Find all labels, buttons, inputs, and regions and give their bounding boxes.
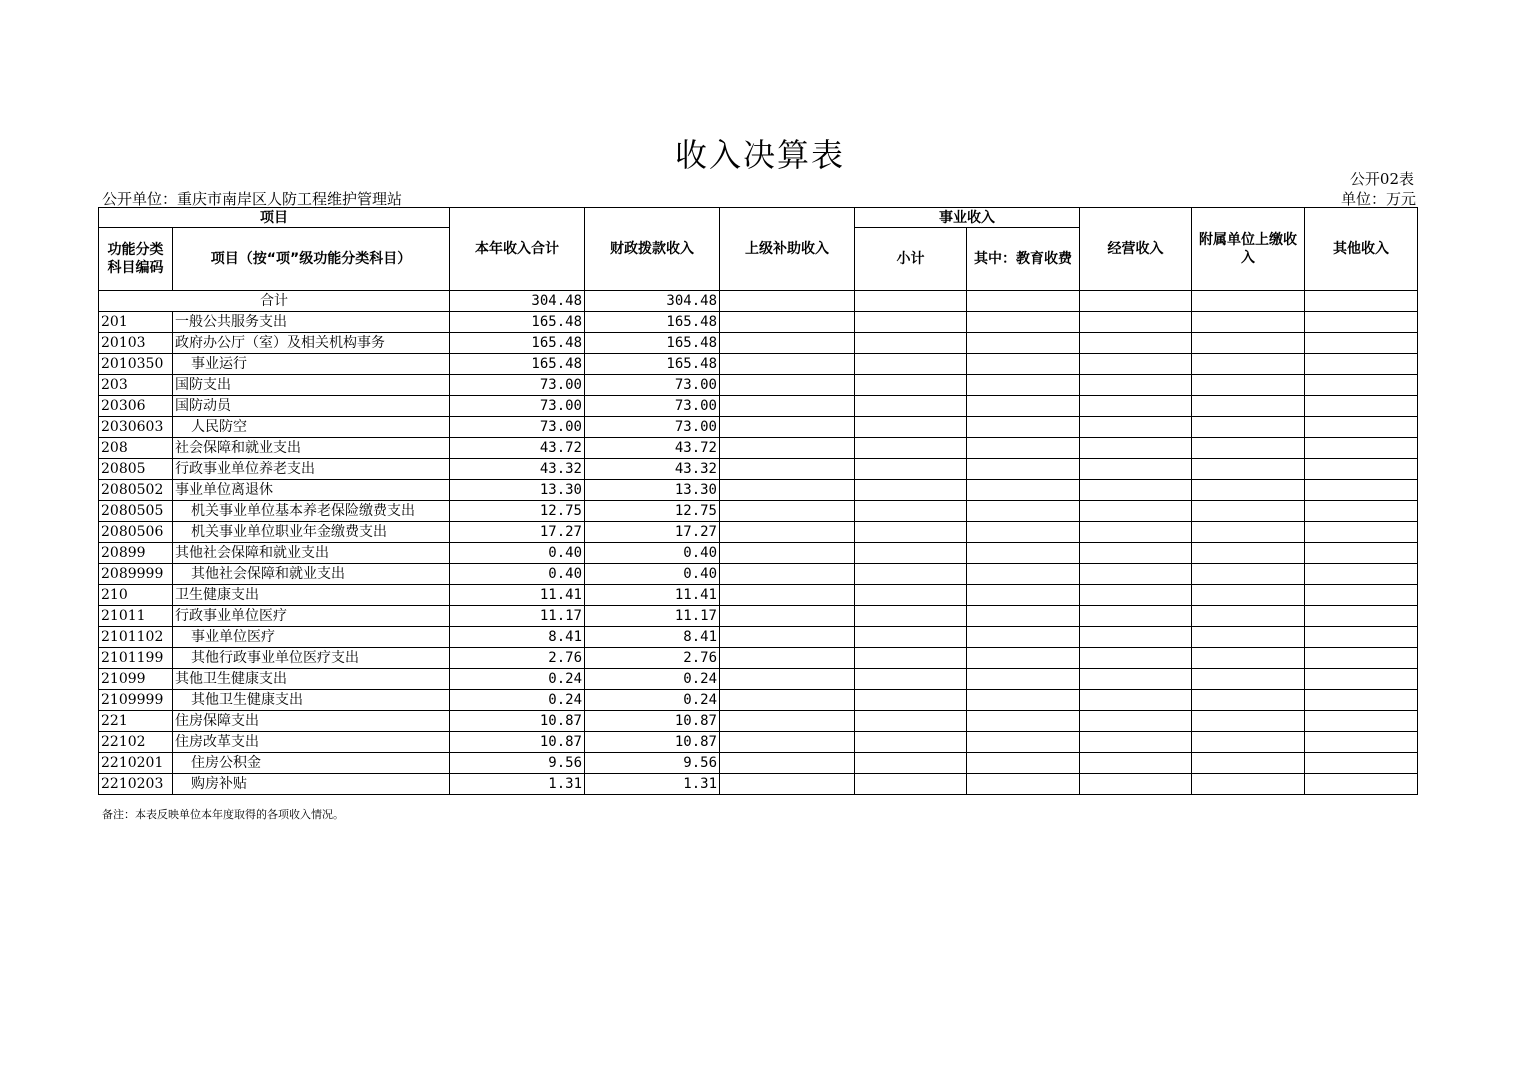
row-code: 2010350 — [99, 354, 173, 375]
empty-cell — [1080, 459, 1192, 480]
row-fiscal: 43.72 — [585, 438, 720, 459]
empty-cell — [967, 480, 1080, 501]
empty-cell — [855, 627, 967, 648]
empty-cell — [1192, 627, 1305, 648]
row-code: 22102 — [99, 732, 173, 753]
table-row — [99, 312, 1418, 333]
empty-cell — [1305, 732, 1418, 753]
empty-cell — [720, 375, 855, 396]
row-total: 13.30 — [450, 480, 585, 501]
empty-cell — [967, 291, 1080, 312]
empty-cell — [720, 564, 855, 585]
empty-cell — [1192, 711, 1305, 732]
table-row — [99, 774, 1418, 795]
table-row — [99, 354, 1418, 375]
empty-cell — [855, 375, 967, 396]
header-other: 其他收入 — [1305, 208, 1418, 291]
empty-cell — [1305, 291, 1418, 312]
income-table — [98, 207, 1418, 795]
row-code: 20306 — [99, 396, 173, 417]
row-name: 其他社会保障和就业支出 — [173, 564, 450, 585]
empty-cell — [1192, 396, 1305, 417]
empty-cell — [1080, 732, 1192, 753]
row-name: 一般公共服务支出 — [173, 312, 450, 333]
row-code: 210 — [99, 585, 173, 606]
header-superior: 上级补助收入 — [720, 208, 855, 291]
empty-cell — [855, 648, 967, 669]
empty-cell — [1080, 417, 1192, 438]
row-fiscal: 73.00 — [585, 396, 720, 417]
empty-cell — [1305, 543, 1418, 564]
row-total: 2.76 — [450, 648, 585, 669]
empty-cell — [967, 375, 1080, 396]
header-business-group: 事业收入 — [855, 208, 1080, 228]
empty-cell — [1192, 438, 1305, 459]
row-code: 21099 — [99, 669, 173, 690]
empty-cell — [1080, 354, 1192, 375]
row-fiscal: 2.76 — [585, 648, 720, 669]
empty-cell — [1080, 543, 1192, 564]
empty-cell — [967, 606, 1080, 627]
empty-cell — [720, 711, 855, 732]
empty-cell — [720, 291, 855, 312]
empty-cell — [855, 522, 967, 543]
row-name: 住房保障支出 — [173, 711, 450, 732]
table-row — [99, 564, 1418, 585]
empty-cell — [720, 459, 855, 480]
empty-cell — [1305, 711, 1418, 732]
empty-cell — [720, 585, 855, 606]
row-fiscal: 165.48 — [585, 333, 720, 354]
row-fiscal: 0.24 — [585, 690, 720, 711]
empty-cell — [855, 333, 967, 354]
header-total: 本年收入合计 — [450, 208, 585, 291]
row-total: 0.24 — [450, 690, 585, 711]
row-total: 1.31 — [450, 774, 585, 795]
empty-cell — [1080, 333, 1192, 354]
row-fiscal: 9.56 — [585, 753, 720, 774]
row-name: 其他社会保障和就业支出 — [173, 543, 450, 564]
empty-cell — [855, 669, 967, 690]
table-row — [99, 459, 1418, 480]
empty-cell — [855, 606, 967, 627]
row-total: 165.48 — [450, 312, 585, 333]
row-code: 21011 — [99, 606, 173, 627]
empty-cell — [1192, 564, 1305, 585]
empty-cell — [1305, 333, 1418, 354]
empty-cell — [1080, 690, 1192, 711]
row-total: 11.41 — [450, 585, 585, 606]
row-name: 住房公积金 — [173, 753, 450, 774]
row-name: 其他卫生健康支出 — [173, 690, 450, 711]
table-row — [99, 627, 1418, 648]
row-name: 社会保障和就业支出 — [173, 438, 450, 459]
empty-cell — [1192, 690, 1305, 711]
table-row — [99, 648, 1418, 669]
empty-cell — [720, 669, 855, 690]
empty-cell — [1305, 690, 1418, 711]
empty-cell — [1192, 375, 1305, 396]
table-row — [99, 606, 1418, 627]
row-name: 政府办公厅（室）及相关机构事务 — [173, 333, 450, 354]
empty-cell — [720, 522, 855, 543]
row-total: 12.75 — [450, 501, 585, 522]
row-name: 国防支出 — [173, 375, 450, 396]
empty-cell — [720, 627, 855, 648]
header-subtotal: 小计 — [855, 228, 967, 291]
table-row — [99, 732, 1418, 753]
table-row — [99, 501, 1418, 522]
row-code: 2030603 — [99, 417, 173, 438]
empty-cell — [1080, 711, 1192, 732]
empty-cell — [855, 732, 967, 753]
table-row — [99, 375, 1418, 396]
empty-cell — [1192, 753, 1305, 774]
row-total: 0.24 — [450, 669, 585, 690]
row-total: 9.56 — [450, 753, 585, 774]
empty-cell — [855, 312, 967, 333]
row-name: 事业单位医疗 — [173, 627, 450, 648]
empty-cell — [1305, 312, 1418, 333]
row-fiscal: 10.87 — [585, 732, 720, 753]
row-fiscal: 0.40 — [585, 564, 720, 585]
empty-cell — [1080, 669, 1192, 690]
row-total: 43.32 — [450, 459, 585, 480]
row-fiscal: 0.24 — [585, 669, 720, 690]
empty-cell — [1080, 396, 1192, 417]
row-name: 机关事业单位基本养老保险缴费支出 — [173, 501, 450, 522]
empty-cell — [1080, 648, 1192, 669]
empty-cell — [1305, 774, 1418, 795]
empty-cell — [1305, 627, 1418, 648]
row-name: 国防动员 — [173, 396, 450, 417]
empty-cell — [1080, 291, 1192, 312]
empty-cell — [1192, 606, 1305, 627]
empty-cell — [855, 396, 967, 417]
empty-cell — [967, 417, 1080, 438]
row-fiscal: 11.41 — [585, 585, 720, 606]
empty-cell — [1080, 774, 1192, 795]
row-total: 165.48 — [450, 333, 585, 354]
empty-cell — [1192, 669, 1305, 690]
empty-cell — [720, 648, 855, 669]
row-fiscal: 10.87 — [585, 711, 720, 732]
header-fiscal: 财政拨款收入 — [585, 208, 720, 291]
empty-cell — [1080, 564, 1192, 585]
page-title: 收入决算表 — [674, 136, 845, 174]
row-fiscal: 1.31 — [585, 774, 720, 795]
empty-cell — [1080, 627, 1192, 648]
empty-cell — [855, 774, 967, 795]
empty-cell — [1305, 585, 1418, 606]
empty-cell — [1192, 774, 1305, 795]
empty-cell — [720, 543, 855, 564]
empty-cell — [720, 312, 855, 333]
empty-cell — [1192, 354, 1305, 375]
empty-cell — [967, 564, 1080, 585]
row-code: 2080505 — [99, 501, 173, 522]
empty-cell — [855, 753, 967, 774]
row-code: 2089999 — [99, 564, 173, 585]
empty-cell — [1305, 606, 1418, 627]
row-code: 2101102 — [99, 627, 173, 648]
row-fiscal: 17.27 — [585, 522, 720, 543]
row-fiscal: 165.48 — [585, 354, 720, 375]
row-fiscal: 0.40 — [585, 543, 720, 564]
empty-cell — [1305, 396, 1418, 417]
row-code: 2080502 — [99, 480, 173, 501]
empty-cell — [1305, 354, 1418, 375]
empty-cell — [1305, 459, 1418, 480]
table-row — [99, 543, 1418, 564]
empty-cell — [855, 711, 967, 732]
header-operating: 经营收入 — [1080, 208, 1192, 291]
row-total: 8.41 — [450, 627, 585, 648]
empty-cell — [855, 564, 967, 585]
row-name: 事业单位离退休 — [173, 480, 450, 501]
form-number: 公开02表 — [1349, 170, 1414, 188]
empty-cell — [1080, 522, 1192, 543]
empty-cell — [967, 669, 1080, 690]
empty-cell — [720, 417, 855, 438]
table-row — [99, 753, 1418, 774]
empty-cell — [855, 417, 967, 438]
empty-cell — [1305, 480, 1418, 501]
empty-cell — [967, 648, 1080, 669]
empty-cell — [1080, 375, 1192, 396]
row-fiscal: 73.00 — [585, 417, 720, 438]
empty-cell — [720, 501, 855, 522]
empty-cell — [720, 753, 855, 774]
empty-cell — [1305, 417, 1418, 438]
row-name: 购房补贴 — [173, 774, 450, 795]
empty-cell — [967, 690, 1080, 711]
table-row — [99, 669, 1418, 690]
row-code: 2101199 — [99, 648, 173, 669]
empty-cell — [1192, 417, 1305, 438]
empty-cell — [1080, 585, 1192, 606]
empty-cell — [720, 690, 855, 711]
empty-cell — [967, 396, 1080, 417]
empty-cell — [967, 711, 1080, 732]
empty-cell — [1305, 669, 1418, 690]
currency-unit: 单位：万元 — [1340, 190, 1416, 208]
empty-cell — [1192, 585, 1305, 606]
table-row — [99, 711, 1418, 732]
empty-cell — [855, 291, 967, 312]
empty-cell — [967, 312, 1080, 333]
empty-cell — [720, 396, 855, 417]
row-code: 20899 — [99, 543, 173, 564]
table-row — [99, 438, 1418, 459]
empty-cell — [855, 585, 967, 606]
row-total: 0.40 — [450, 564, 585, 585]
empty-cell — [967, 753, 1080, 774]
row-total: 73.00 — [450, 396, 585, 417]
row-code: 2210201 — [99, 753, 173, 774]
row-code: 221 — [99, 711, 173, 732]
empty-cell — [720, 438, 855, 459]
total-label: 合计 — [99, 291, 450, 312]
empty-cell — [720, 354, 855, 375]
row-fiscal: 13.30 — [585, 480, 720, 501]
empty-cell — [1192, 648, 1305, 669]
empty-cell — [967, 333, 1080, 354]
row-name: 机关事业单位职业年金缴费支出 — [173, 522, 450, 543]
row-name: 行政事业单位养老支出 — [173, 459, 450, 480]
empty-cell — [967, 585, 1080, 606]
table-row — [99, 417, 1418, 438]
empty-cell — [967, 438, 1080, 459]
empty-cell — [967, 501, 1080, 522]
table-row — [99, 522, 1418, 543]
empty-cell — [1305, 648, 1418, 669]
total-fiscal: 304.48 — [585, 291, 720, 312]
empty-cell — [855, 354, 967, 375]
empty-cell — [1192, 501, 1305, 522]
row-name: 人民防空 — [173, 417, 450, 438]
row-total: 11.17 — [450, 606, 585, 627]
row-fiscal: 12.75 — [585, 501, 720, 522]
row-fiscal: 8.41 — [585, 627, 720, 648]
row-total: 165.48 — [450, 354, 585, 375]
row-name: 其他卫生健康支出 — [173, 669, 450, 690]
empty-cell — [1305, 375, 1418, 396]
empty-cell — [720, 606, 855, 627]
row-code: 2210203 — [99, 774, 173, 795]
empty-cell — [967, 522, 1080, 543]
table-row — [99, 333, 1418, 354]
empty-cell — [1305, 753, 1418, 774]
empty-cell — [1080, 438, 1192, 459]
row-name: 事业运行 — [173, 354, 450, 375]
row-name: 卫生健康支出 — [173, 585, 450, 606]
row-code: 2080506 — [99, 522, 173, 543]
row-name: 住房改革支出 — [173, 732, 450, 753]
row-code: 208 — [99, 438, 173, 459]
row-name: 行政事业单位医疗 — [173, 606, 450, 627]
row-code: 203 — [99, 375, 173, 396]
header-affiliated: 附属单位上缴收入 — [1192, 208, 1305, 291]
row-fiscal: 165.48 — [585, 312, 720, 333]
empty-cell — [1080, 312, 1192, 333]
reporting-unit: 公开单位：重庆市南岸区人防工程维护管理站 — [102, 190, 403, 208]
table-row — [99, 585, 1418, 606]
table-row — [99, 690, 1418, 711]
empty-cell — [855, 690, 967, 711]
row-total: 17.27 — [450, 522, 585, 543]
row-code: 2109999 — [99, 690, 173, 711]
header-name: 项目（按“项”级功能分类科目） — [173, 228, 450, 291]
row-total: 73.00 — [450, 375, 585, 396]
empty-cell — [855, 480, 967, 501]
empty-cell — [1192, 522, 1305, 543]
row-total: 73.00 — [450, 417, 585, 438]
empty-cell — [855, 459, 967, 480]
empty-cell — [1192, 732, 1305, 753]
empty-cell — [1080, 606, 1192, 627]
row-code: 20805 — [99, 459, 173, 480]
row-fiscal: 43.32 — [585, 459, 720, 480]
row-total: 10.87 — [450, 732, 585, 753]
empty-cell — [1305, 501, 1418, 522]
empty-cell — [1192, 291, 1305, 312]
empty-cell — [1305, 522, 1418, 543]
header-code: 功能分类科目编码 — [99, 228, 173, 291]
empty-cell — [1192, 459, 1305, 480]
row-name: 其他行政事业单位医疗支出 — [173, 648, 450, 669]
row-fiscal: 11.17 — [585, 606, 720, 627]
table-row — [99, 396, 1418, 417]
total-row — [99, 291, 1418, 312]
empty-cell — [967, 459, 1080, 480]
empty-cell — [967, 354, 1080, 375]
empty-cell — [1305, 438, 1418, 459]
empty-cell — [1192, 543, 1305, 564]
empty-cell — [720, 480, 855, 501]
empty-cell — [720, 732, 855, 753]
header-education: 其中：教育收费 — [967, 228, 1080, 291]
empty-cell — [720, 333, 855, 354]
row-total: 10.87 — [450, 711, 585, 732]
row-total: 43.72 — [450, 438, 585, 459]
header-item-group: 项目 — [99, 208, 450, 228]
row-code: 20103 — [99, 333, 173, 354]
empty-cell — [1305, 564, 1418, 585]
empty-cell — [1192, 333, 1305, 354]
empty-cell — [1192, 312, 1305, 333]
empty-cell — [967, 774, 1080, 795]
row-code: 201 — [99, 312, 173, 333]
empty-cell — [1080, 501, 1192, 522]
row-fiscal: 73.00 — [585, 375, 720, 396]
empty-cell — [1080, 480, 1192, 501]
empty-cell — [855, 438, 967, 459]
empty-cell — [855, 543, 967, 564]
row-total: 0.40 — [450, 543, 585, 564]
empty-cell — [967, 627, 1080, 648]
empty-cell — [1080, 753, 1192, 774]
empty-cell — [1192, 480, 1305, 501]
empty-cell — [967, 543, 1080, 564]
empty-cell — [855, 501, 967, 522]
empty-cell — [720, 774, 855, 795]
total-total: 304.48 — [450, 291, 585, 312]
empty-cell — [967, 732, 1080, 753]
table-row — [99, 480, 1418, 501]
footnote: 备注：本表反映单位本年度取得的各项收入情况。 — [102, 808, 344, 821]
